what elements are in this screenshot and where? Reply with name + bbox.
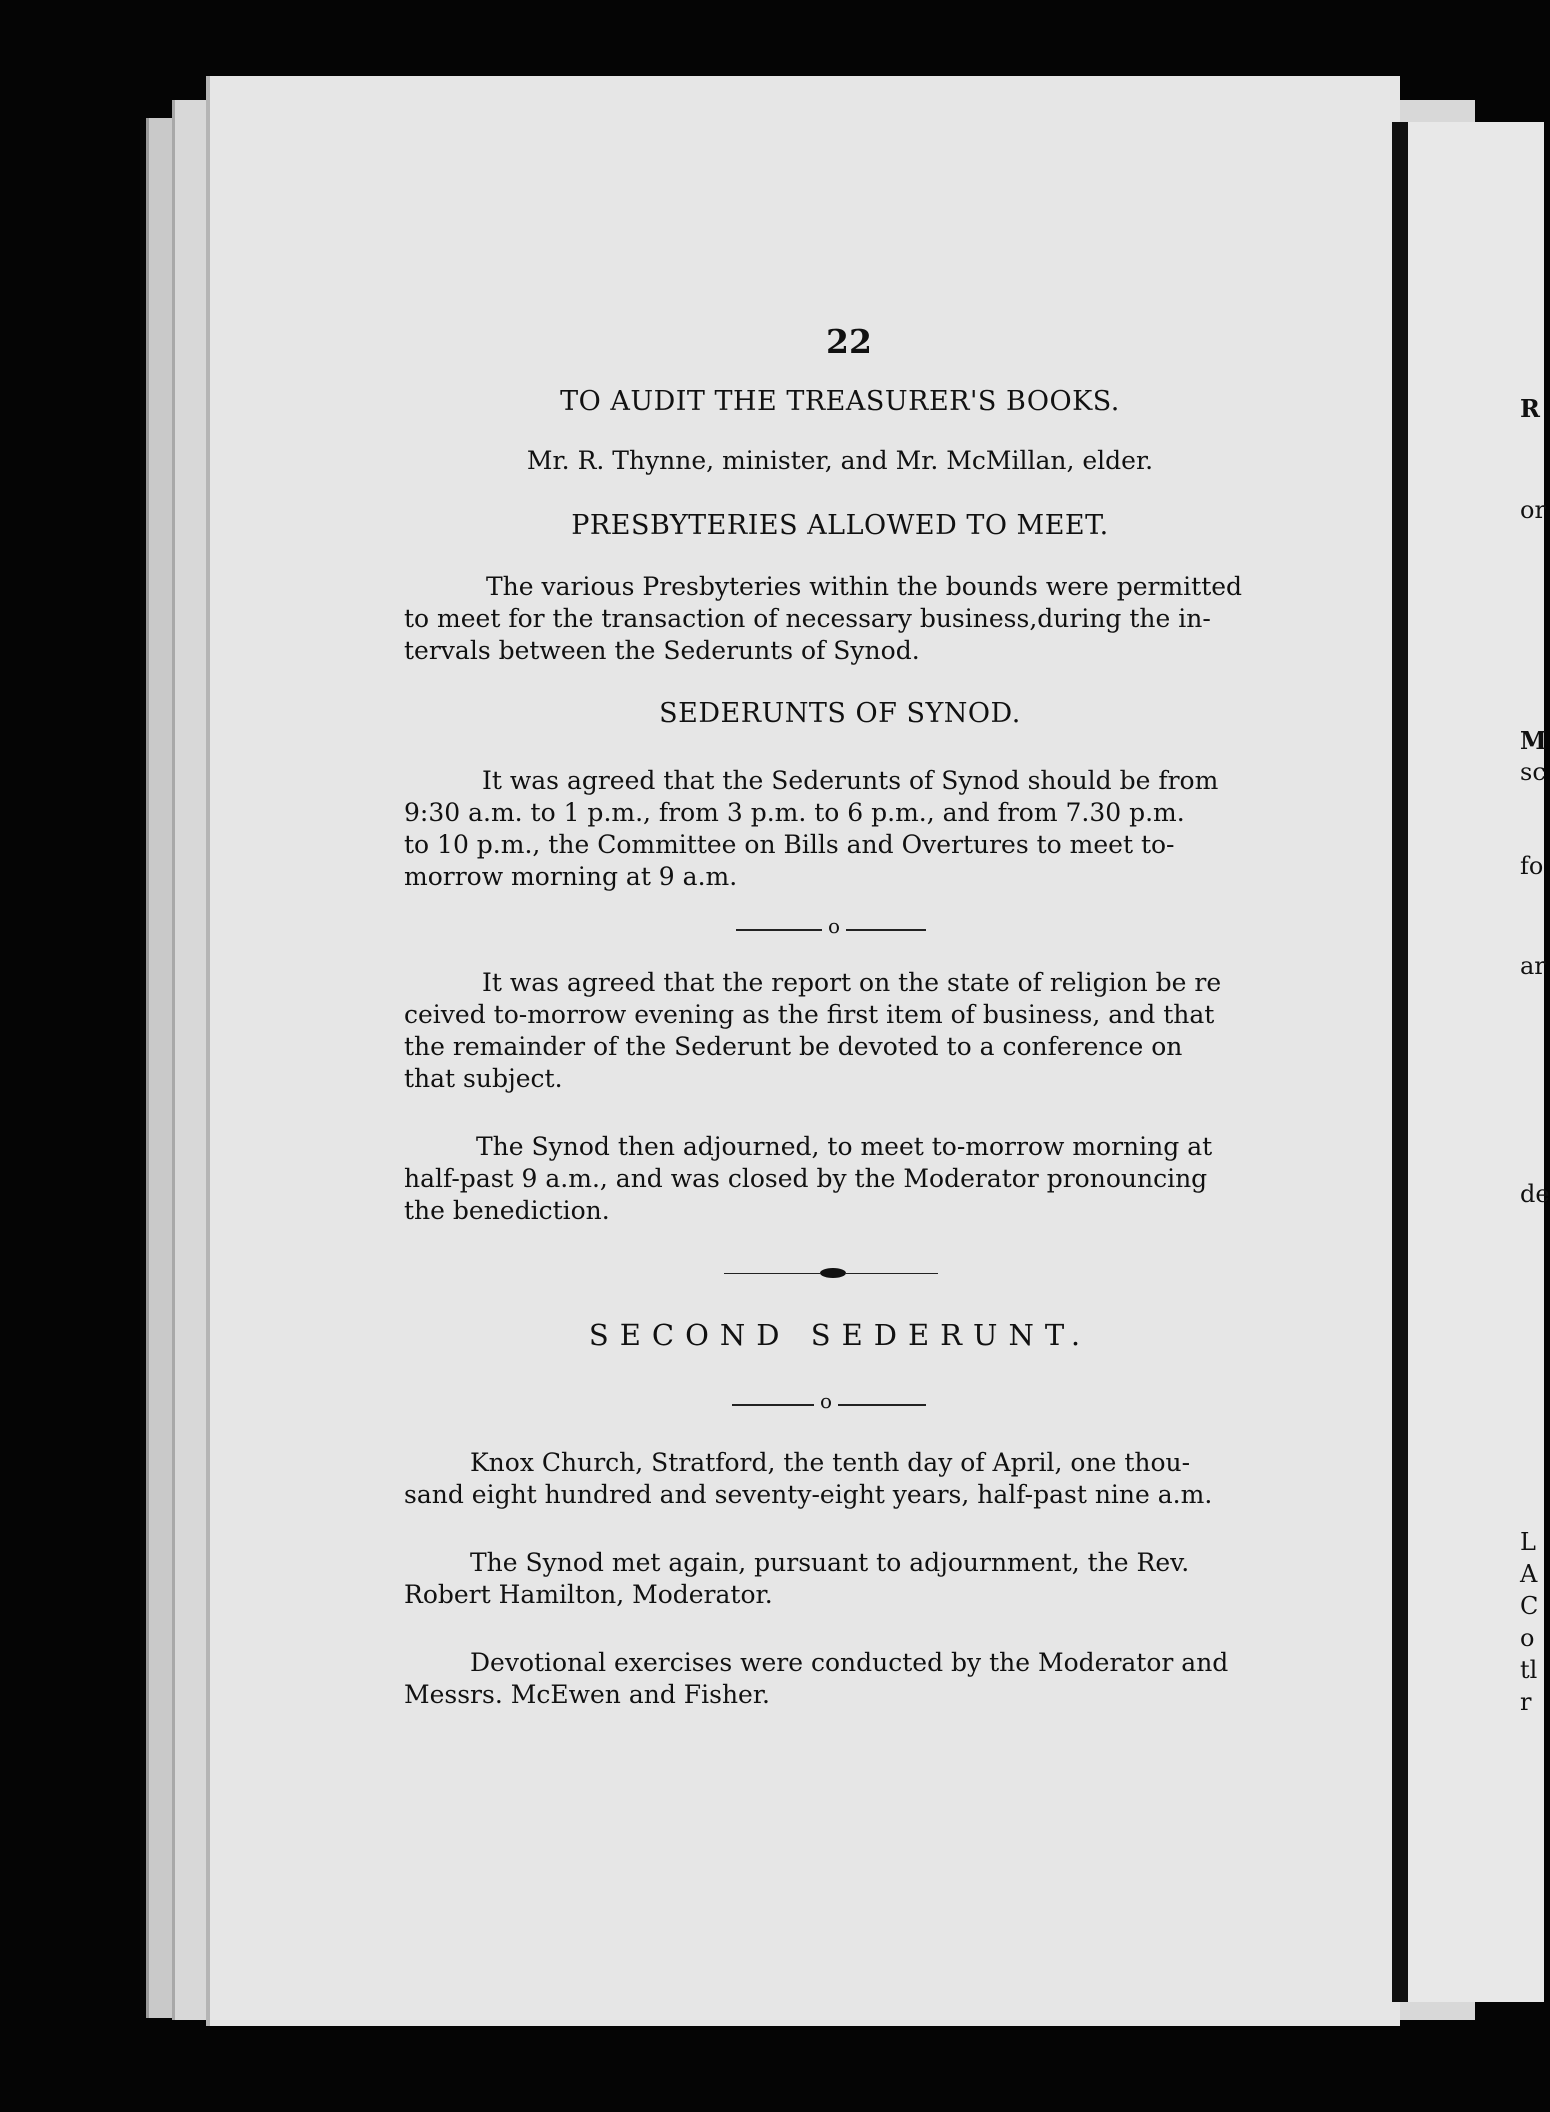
sederunts-text: to 10 p.m., the Committee on Bills and Overtures to meet to- [404, 830, 1175, 859]
adjourn-text: The Synod then adjourned, to meet to-morrow morning at [476, 1132, 1213, 1161]
separator-rule [838, 1404, 926, 1406]
separator-rule [846, 929, 926, 931]
facing-fragment: A [1520, 1560, 1538, 1588]
second-sederunt-heading: SECOND SEDERUNT. [588, 1318, 1092, 1352]
presbyteries-text: tervals between the Sederunts of Synod. [404, 636, 920, 665]
facing-fragment: sc [1520, 758, 1546, 786]
religion-text: the remainder of the Sederunt be devoted to a conference on [404, 1032, 1183, 1061]
audit-line: Mr. R. Thynne, minister, and Mr. McMillan, elder. [526, 446, 1154, 475]
facing-fragment: R [1520, 394, 1540, 423]
separator-rule [846, 1273, 938, 1274]
facing-fragment: fo [1520, 852, 1544, 880]
religion-text: It was agreed that the report on the state of religion be re [482, 968, 1222, 997]
facing-fragment: C [1520, 1592, 1539, 1620]
separator-rule [736, 929, 822, 931]
religion-text: that subject. [404, 1064, 563, 1093]
separator-mark: o [819, 1389, 833, 1413]
facing-fragment: o [1520, 1624, 1535, 1652]
devotional-text: Devotional exercises were conducted by the Moderator and [470, 1648, 1229, 1677]
page-number: 22 [826, 322, 872, 361]
facing-fragment: or [1520, 496, 1546, 524]
devotional-text: Messrs. McEwen and Fisher. [404, 1680, 770, 1709]
religion-text: ceived to-morrow evening as the first item of business, and that [404, 1000, 1215, 1029]
facing-fragment: tl [1520, 1656, 1538, 1684]
facing-fragment: r [1520, 1688, 1532, 1716]
sederunts-text: morrow morning at 9 a.m. [404, 862, 738, 891]
met-text: Robert Hamilton, Moderator. [404, 1580, 773, 1609]
separator-rule [724, 1273, 820, 1274]
knox-text: sand eight hundred and seventy-eight years, half-past nine a.m. [404, 1480, 1213, 1509]
facing-fragment: L [1520, 1528, 1536, 1556]
adjourn-text: half-past 9 a.m., and was closed by the Moderator pronouncing [404, 1164, 1208, 1193]
met-text: The Synod met again, pursuant to adjournment, the Rev. [470, 1548, 1190, 1577]
facing-fragment: de [1520, 1180, 1550, 1208]
separator-mark: o [827, 914, 841, 938]
adjourn-text: the benediction. [404, 1196, 610, 1225]
separator-ornament [820, 1268, 846, 1278]
facing-page [1408, 122, 1550, 2002]
separator-rule [732, 1404, 814, 1406]
presbyteries-text: The various Presbyteries within the bounds were permitted [486, 572, 1243, 601]
presbyteries-heading: PRESBYTERIES ALLOWED TO MEET. [571, 510, 1109, 541]
facing-fragment: ar [1520, 952, 1546, 980]
knox-text: Knox Church, Stratford, the tenth day of April, one thou- [470, 1448, 1191, 1477]
facing-fragment: M [1520, 726, 1547, 755]
presbyteries-text: to meet for the transaction of necessary business,during the in- [404, 604, 1211, 633]
sederunts-text: 9:30 a.m. to 1 p.m., from 3 p.m. to 6 p.m., and from 7.30 p.m. [404, 798, 1185, 827]
audit-heading: TO AUDIT THE TREASURER'S BOOKS. [560, 386, 1120, 417]
book-gutter [1392, 122, 1408, 2002]
sederunts-heading: SEDERUNTS OF SYNOD. [659, 698, 1021, 729]
sederunts-text: It was agreed that the Sederunts of Synod should be from [482, 766, 1219, 795]
